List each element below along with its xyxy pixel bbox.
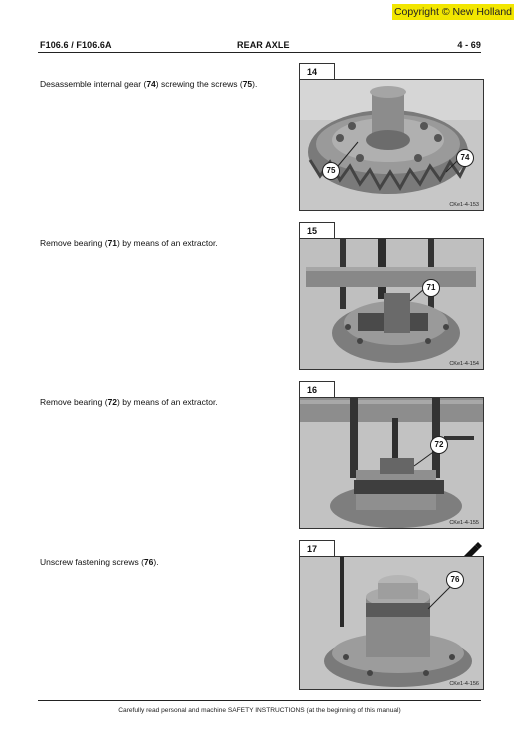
- photo-code: CKe1-4-155: [449, 520, 479, 526]
- copyright-badge: Copyright © New Holland: [393, 6, 513, 18]
- step-17-photo: [299, 556, 484, 690]
- ref-75: 75: [242, 79, 253, 89]
- step-15-number: 15: [299, 222, 335, 239]
- photo-code: CKe1-4-156: [449, 681, 479, 687]
- photo-code: CKe1-4-154: [449, 361, 479, 367]
- header-rule: [38, 52, 481, 53]
- ref-72: 72: [107, 397, 118, 407]
- callout-71: 71: [422, 279, 440, 297]
- step-16-photo: [299, 397, 484, 529]
- step-14-number: 14: [299, 63, 335, 80]
- step-14-photo: [299, 79, 484, 211]
- model-title: F106.6 / F106.6A: [40, 40, 112, 50]
- step-17-number: 17: [299, 540, 335, 557]
- step-16-text: Remove bearing (72) by means of an extractor.: [40, 397, 218, 407]
- callout-74: 74: [456, 149, 474, 167]
- step-17-text: Unscrew fastening screws (76).: [40, 557, 159, 567]
- step-15-text: Remove bearing (71) by means of an extractor.: [40, 238, 218, 248]
- callout-75: 75: [322, 162, 340, 180]
- page-number: 4 - 69: [457, 40, 481, 50]
- ref-71: 71: [107, 238, 118, 248]
- ref-74: 74: [146, 79, 156, 89]
- ref-76: 76: [143, 557, 154, 567]
- step-15-photo: [299, 238, 484, 370]
- step-16-number: 16: [299, 381, 335, 398]
- section-title: REAR AXLE: [237, 40, 290, 50]
- step-14-text: Desassemble internal gear (74) screwing the screws (75).: [40, 79, 258, 89]
- callout-72: 72: [430, 436, 448, 454]
- footer-rule: [38, 700, 481, 701]
- callout-76: 76: [446, 571, 464, 589]
- safety-footer: Carefully read personal and machine SAFETY INSTRUCTIONS (at the beginning of this manual): [118, 707, 401, 714]
- photo-code: CKe1-4-153: [449, 202, 479, 208]
